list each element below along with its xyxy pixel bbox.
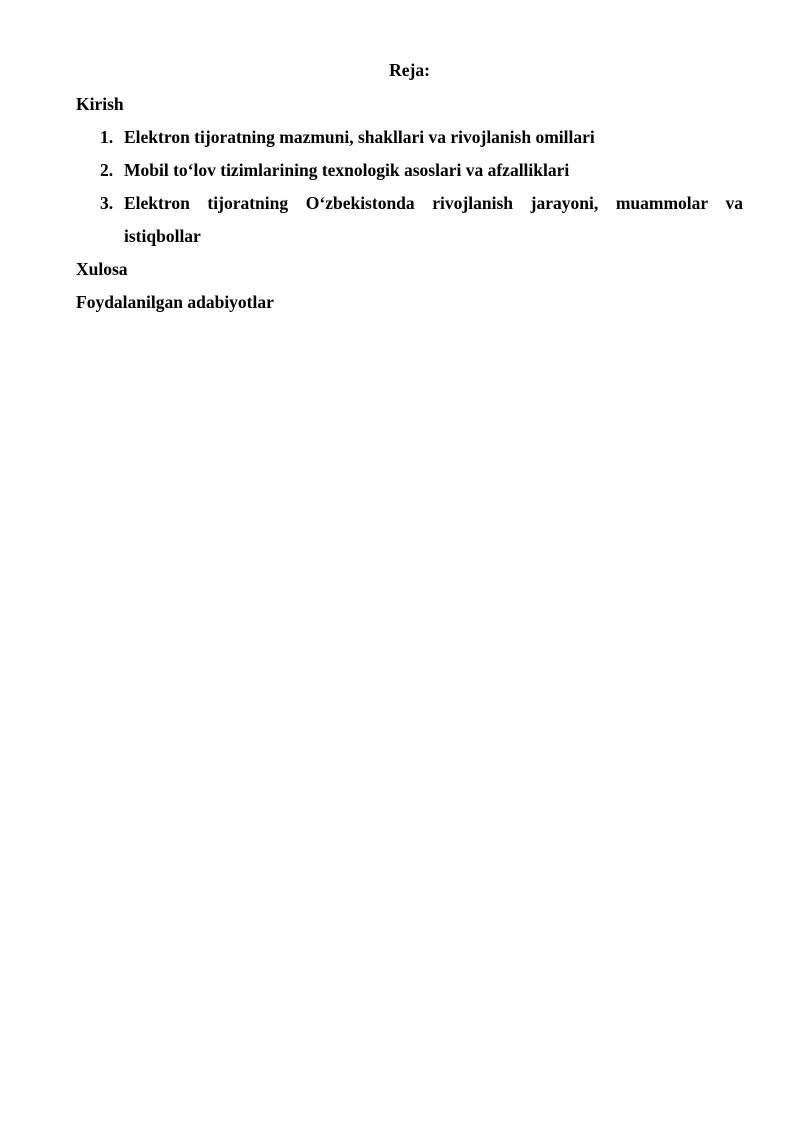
- plan-item-text: Mobil to‘lov tizimlarining texnologik asoslari va afzalliklari: [124, 160, 570, 180]
- plan-item-number: 2.: [100, 160, 114, 180]
- page-title: Reja:: [389, 60, 430, 80]
- plan-item-text: Elektron tijoratning O‘zbekistonda rivojlanish jarayoni, muammolar va istiqbollar: [124, 193, 743, 246]
- plan-item-number: 1.: [100, 127, 114, 147]
- plan-item: [76, 154, 743, 187]
- plan-item-text: Elektron tijoratning mazmuni, shakllari va rivojlanish omillari: [124, 127, 595, 147]
- section-intro: Kirish: [76, 94, 124, 114]
- plan-item-number: 3.: [100, 193, 114, 213]
- plan-item: [76, 187, 743, 253]
- section-conclusion: Xulosa: [76, 259, 128, 279]
- plan-item: [76, 121, 743, 154]
- plan-content: [76, 58, 743, 319]
- section-references: Foydalanilgan adabiyotlar: [76, 292, 274, 312]
- plan-list: [76, 121, 743, 253]
